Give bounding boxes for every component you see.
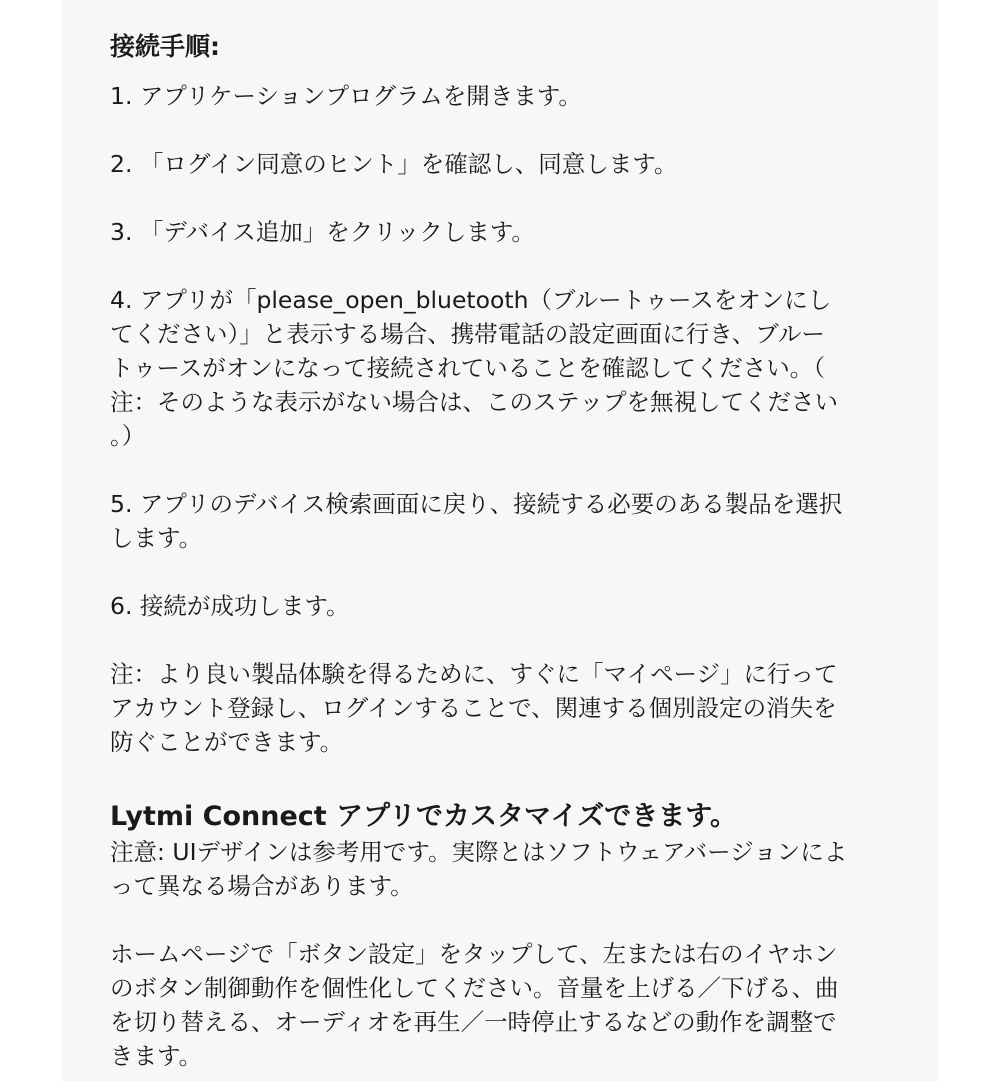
step-1: 1. アプリケーションプログラムを開きます。 bbox=[110, 82, 582, 110]
step-5: 5. アプリのデバイス検索画面に戻り、接続する必要のある製品を選択 します。 bbox=[110, 490, 843, 552]
customize-section-title: Lytmi Connect アプリでカスタマイズできます。 bbox=[110, 801, 738, 832]
step-3: 3. 「デバイス追加」をクリックします。 bbox=[110, 218, 535, 246]
article-content bbox=[110, 30, 900, 1073]
connection-steps-heading: 接続手順: bbox=[110, 32, 220, 61]
ui-disclaimer: 注意: UIデザインは参考用です。実際とはソフトウェアバージョンによ って異なる場合があります。 bbox=[110, 838, 848, 900]
account-note: 注：より良い製品体験を得るために、すぐに「マイページ」に行って アカウント登録し、ログインすることで、関連する個別設定の消失を 防ぐことができます。 bbox=[110, 660, 838, 756]
step-4: 4. アプリが「please_open_bluetooth（ブルートゥースをオンにし てください）」と表示する場合、携帯電話の設定画面に行き、ブルー トゥースがオンになって接続されていることを確認してください。（ 注：そのような表示がない場合は、このステップを無視してください 。） bbox=[110, 286, 839, 450]
step-2: 2. 「ログイン同意のヒント」を確認し、同意します。 bbox=[110, 150, 678, 178]
step-6: 6. 接続が成功します。 bbox=[110, 592, 350, 620]
button-settings-description: ホームページで「ボタン設定」をタップして、左または右のイヤホン のボタン制御動作を個性化してください。音量を上げる／下げる、曲 を切り替える、オーディオを再生／一時停止するなどの動作を調整で きます。 bbox=[110, 940, 839, 1070]
